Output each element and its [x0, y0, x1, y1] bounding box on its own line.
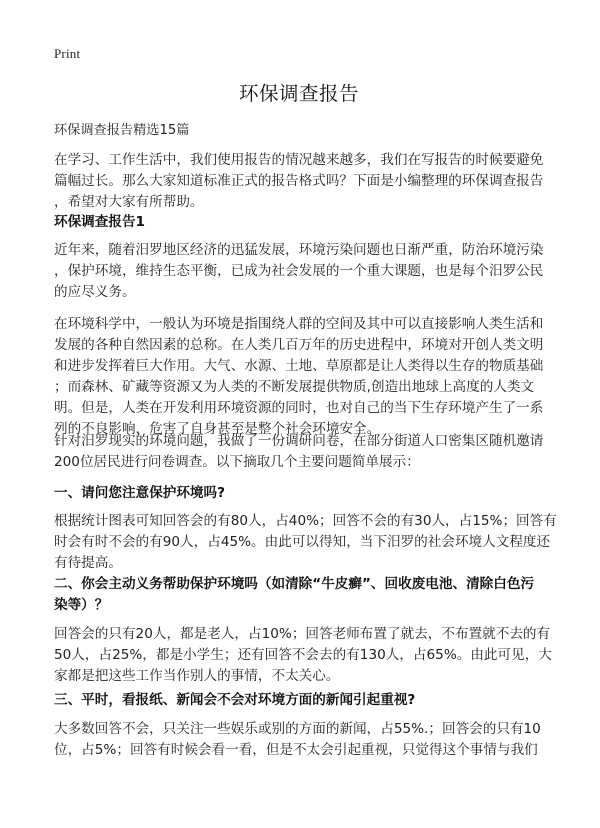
section-heading: 环保调查报告1 [54, 214, 146, 230]
text-line: 在学习、工作生活中，我们使用报告的情况越来越多，我们在写报告的时候要避免 [54, 152, 544, 168]
text-line: ；而森林、矿藏等资源又为人类的不断发展提供物质,创造出地球上高度的人类文 [54, 379, 535, 395]
document-subtitle: 环保调查报告精选15篇 [54, 123, 190, 138]
text-line: 发展的各种自然因素的总称。在人类几百万年的历史进程中，环境对开创人类文明 [54, 337, 544, 353]
question-1-heading: 一、请问您注意保护环境吗? [54, 485, 226, 501]
question-2-heading [54, 574, 554, 616]
paragraph-background [54, 240, 554, 303]
text-line: 明。但是，人类在开发利用环境资源的同时，也对自己的当下生存环境产生了一系 [54, 400, 544, 416]
text-line: 200位居民进行问卷调查。以下摘取几个主要问题简单展示： [54, 454, 420, 470]
document-title: 环保调查报告 [238, 82, 359, 105]
paragraph-environment-science [54, 314, 554, 440]
text-line: 二、你会主动义务帮助保护环境吗（如清除“牛皮癣”、回收废电池、清除白色污 [54, 576, 535, 592]
text-line: 的应尽义务。 [54, 284, 136, 300]
text-line: 和进步发挥着巨大作用。大气、水源、土地、草原都是让人类得以生存的物质基础 [54, 358, 544, 374]
text-line: 家都是把这些工作当作别人的事情，不太关心。 [54, 668, 340, 684]
text-line: 针对汨罗现实的环境问题，我做了一份调研问卷，在部分街道人口密集区随机邀请 [54, 433, 544, 449]
question-3-answer [54, 719, 554, 761]
text-line: 有待提高。 [54, 555, 122, 571]
text-line: 大多数回答不会，只关注一些娱乐或别的方面的新闻，占55%.；回答会的只有10 [54, 721, 541, 737]
paragraph-survey-intro [54, 431, 554, 473]
question-3-heading: 三、平时，看报纸、新闻会不会对环境方面的新闻引起重视? [54, 692, 416, 708]
text-line: 50人，占25%，都是小学生；还有回答不会去的有130人，占65%。由此可见，大 [54, 647, 552, 663]
text-line: ，保护环境，维持生态平衡，已成为社会发展的一个重大课题，也是每个汨罗公民 [54, 263, 544, 279]
text-line: 位，占5%；回答有时候会看一看，但是不太会引起重视，只觉得这个事情与我们 [54, 742, 538, 758]
text-line: 时会有时不会的有90人，占45%。由此可以得知，当下汨罗的社会环境人文程度还 [54, 534, 551, 550]
question-1-answer [54, 511, 557, 574]
question-2-answer [54, 624, 554, 687]
text-line: 回答会的只有20人，都是老人，占10%；回答老师布置了就去，不布置就不去的有 [54, 626, 551, 642]
intro-paragraph [54, 150, 554, 213]
text-line: 在环境科学中，一般认为环境是指围绕人群的空间及其中可以直接影响人类生活和 [54, 316, 544, 332]
text-line: 近年来，随着汨罗地区经济的迅猛发展，环境污染问题也日渐严重，防治环境污染 [54, 242, 544, 258]
print-label: Print [54, 46, 81, 61]
text-line: 列的不良影响，危害了自身甚至是整个社会环境安全。 [54, 421, 381, 437]
text-line: 染等）？ [54, 597, 109, 613]
text-line: 篇幅过长。那么大家知道标准正式的报告格式吗？下面是小编整理的环保调查报告 [54, 173, 544, 189]
text-line: ，希望对大家有所帮助。 [54, 194, 204, 210]
text-line: 根据统计图表可知回答会的有80人，占40%；回答不会的有30人，占15%；回答有 [54, 513, 557, 529]
